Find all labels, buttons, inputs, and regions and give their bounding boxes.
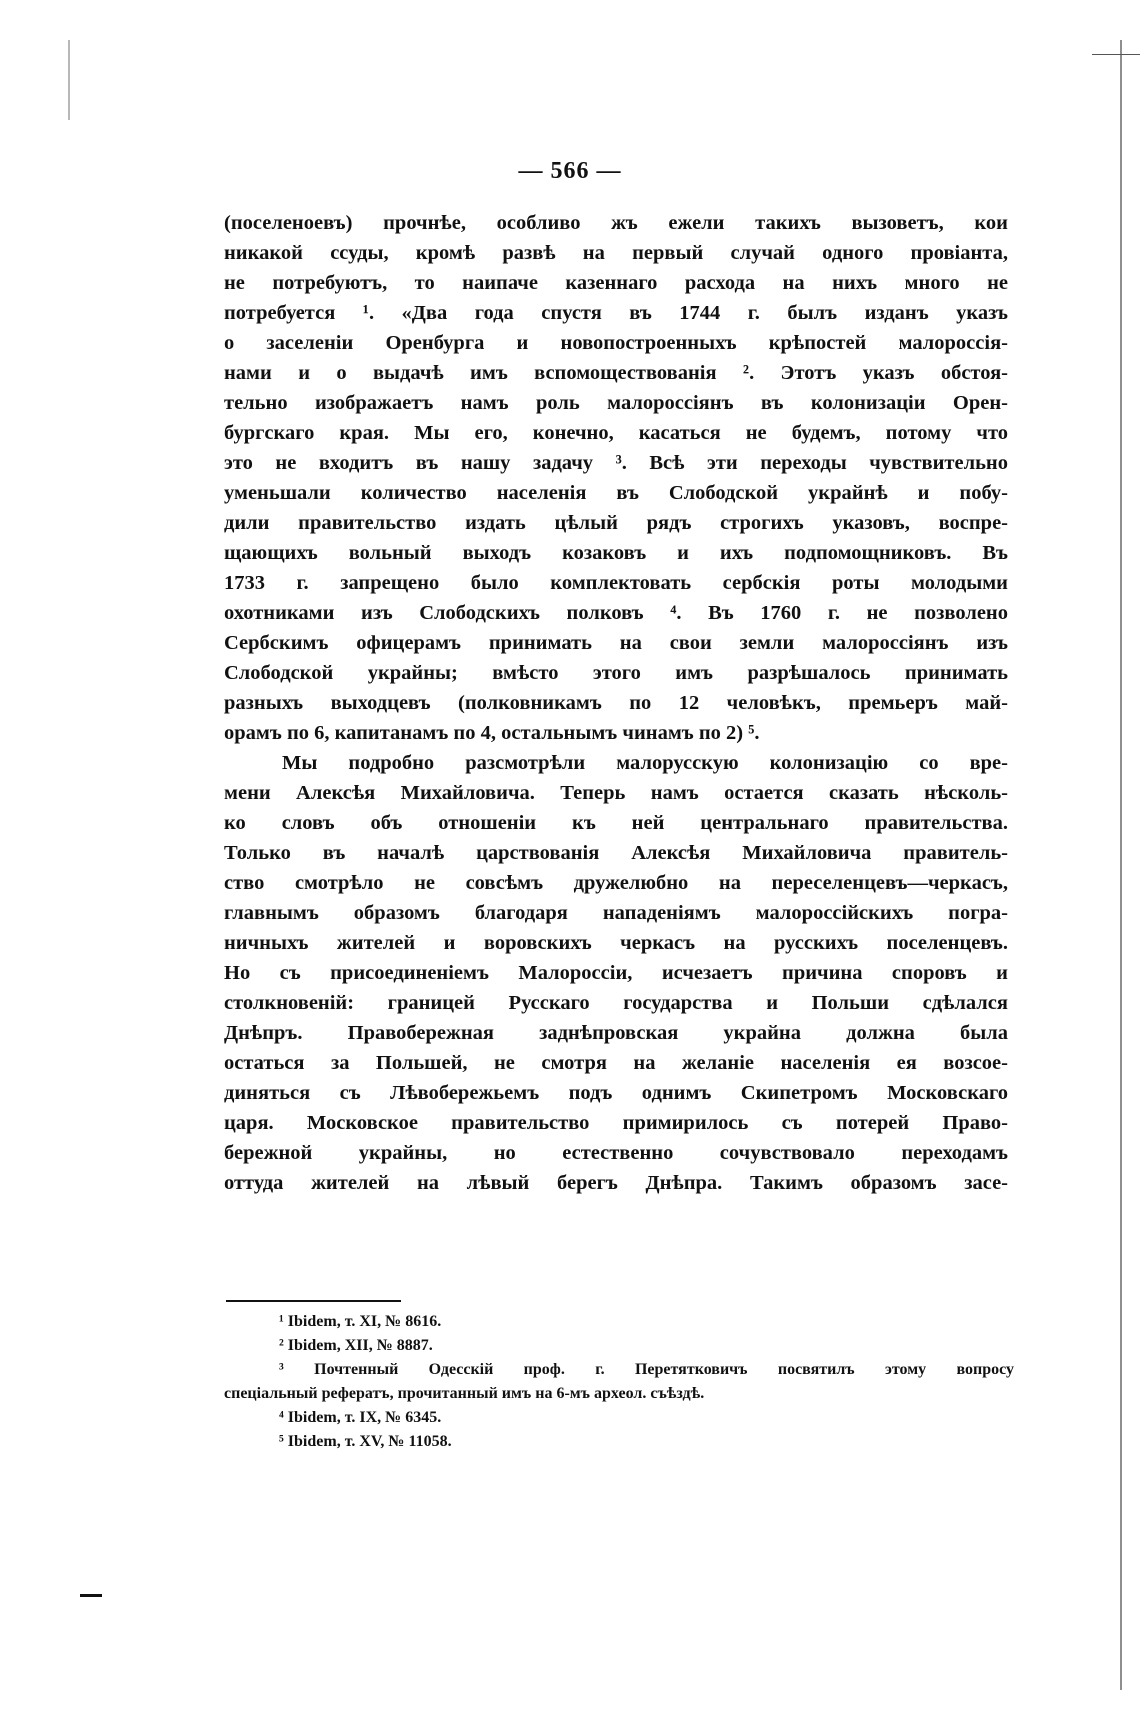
footnote-separator	[226, 1300, 401, 1302]
body-line: (поселеноевъ) прочнѣе, особливо жъ ежели такихъ вызоветъ, кои	[224, 212, 1008, 234]
body-line: потребуется ¹. «Два года спустя въ 1744 г. былъ изданъ указъ	[224, 302, 1008, 324]
footnote-3-continuation: спеціальный рефератъ, прочитанный имъ на 6-мъ археол. съѣздѣ.	[224, 1385, 705, 1402]
footnote-1: ¹ Ibidem, т. XI, № 8616.	[279, 1313, 442, 1330]
page-number: — 566 —	[518, 158, 622, 184]
body-line: разныхъ выходцевъ (полковникамъ по 12 человѣкъ, премьеръ май-	[224, 692, 1008, 714]
body-line: столкновеній: границей Русскаго государства и Польши сдѣлался	[224, 992, 1008, 1014]
body-line: это не входитъ въ нашу задачу ³. Всѣ эти переходы чувствительно	[224, 452, 1008, 474]
scan-edge-right	[1120, 40, 1122, 1690]
body-line: ко словъ объ отношеніи къ ней центральнаго правительства.	[224, 812, 1008, 834]
body-line: Сербскимъ офицерамъ принимать на свои земли малороссіянъ изъ	[224, 632, 1008, 654]
body-text	[224, 208, 1008, 1198]
body-line: охотниками изъ Слободскихъ полковъ ⁴. Въ 1760 г. не позволено	[224, 602, 1008, 624]
scan-mark-top-right	[1092, 54, 1140, 55]
body-line: Днѣпръ. Правобережная заднѣпровская украйна должна была	[224, 1022, 1008, 1044]
body-line: остаться за Польшей, не смотря на желаніе населенія ея возсое-	[224, 1052, 1008, 1074]
body-line: Но съ присоединеніемъ Малороссіи, исчезаетъ причина споровъ и	[224, 962, 1008, 984]
footnote-5: ⁵ Ibidem, т. XV, № 11058.	[279, 1433, 452, 1450]
footnote-2: ² Ibidem, XII, № 8887.	[279, 1337, 433, 1354]
body-line: Слободской украйны; вмѣсто этого имъ разрѣшалось принимать	[224, 662, 1008, 684]
paragraph-start-line: Мы подробно разсмотрѣли малорусскую колонизацію со вре-	[282, 752, 1008, 774]
body-line: мени Алексѣя Михайловича. Теперь намъ остается сказать нѣсколь-	[224, 782, 1008, 804]
body-line: ничныхъ жителей и воровскихъ черкасъ на русскихъ поселенцевъ.	[224, 932, 1008, 954]
body-line: орамъ по 6, капитанамъ по 4, остальнымъ чинамъ по 2) ⁵.	[224, 722, 760, 744]
body-line: уменьшали количество населенія въ Слободской украйнѣ и побу-	[224, 482, 1008, 504]
footnotes	[224, 1310, 1014, 1454]
body-line: ство смотрѣло не совсѣмъ дружелюбно на переселенцевъ—черкасъ,	[224, 872, 1008, 894]
scan-mark-bottom-left	[80, 1594, 102, 1597]
body-line: главнымъ образомъ благодаря нападеніямъ малороссійскихъ погра-	[224, 902, 1008, 924]
body-line: 1733 г. запрещено было комплектовать сербскія роты молодыми	[224, 572, 1008, 594]
body-line: бургскаго края. Мы его, конечно, касаться не будемъ, потому что	[224, 422, 1008, 444]
body-line: не потребуютъ, то наипаче казеннаго расхода на нихъ много не	[224, 272, 1008, 294]
body-line: бережной украйны, но естественно сочувствовало переходамъ	[224, 1142, 1008, 1164]
body-line: Только въ началѣ царствованія Алексѣя Михайловича правитель-	[224, 842, 1008, 864]
body-line: царя. Московское правительство примирилось съ потерей Право-	[224, 1112, 1008, 1134]
footnote-4: ⁴ Ibidem, т. IX, № 6345.	[279, 1409, 442, 1426]
body-line: дили правительство издать цѣлый рядъ строгихъ указовъ, воспре-	[224, 512, 1008, 534]
body-line: нами и о выдачѣ имъ вспомоществованія ². Этотъ указъ обстоя-	[224, 362, 1008, 384]
body-line: тельно изображаетъ намъ роль малороссіянъ въ колонизаціи Орен-	[224, 392, 1008, 414]
body-line: о заселеніи Оренбурга и новопостроенныхъ крѣпостей малороссія-	[224, 332, 1008, 354]
body-line: щающихъ вольный выходъ козаковъ и ихъ подпомощниковъ. Въ	[224, 542, 1008, 564]
footnote-3: ³ Почтенный Одесскій проф. г. Перетятковичъ посвятилъ этому вопросу	[279, 1361, 1014, 1378]
body-line: никакой ссуды, кромѣ развѣ на первый случай одного провіанта,	[224, 242, 1008, 264]
body-line: оттуда жителей на лѣвый берегъ Днѣпра. Такимъ образомъ засе-	[224, 1172, 1008, 1194]
body-line: диняться съ Лѣвобережьемъ подъ однимъ Скипетромъ Московскаго	[224, 1082, 1008, 1104]
scan-edge-left	[68, 40, 70, 120]
